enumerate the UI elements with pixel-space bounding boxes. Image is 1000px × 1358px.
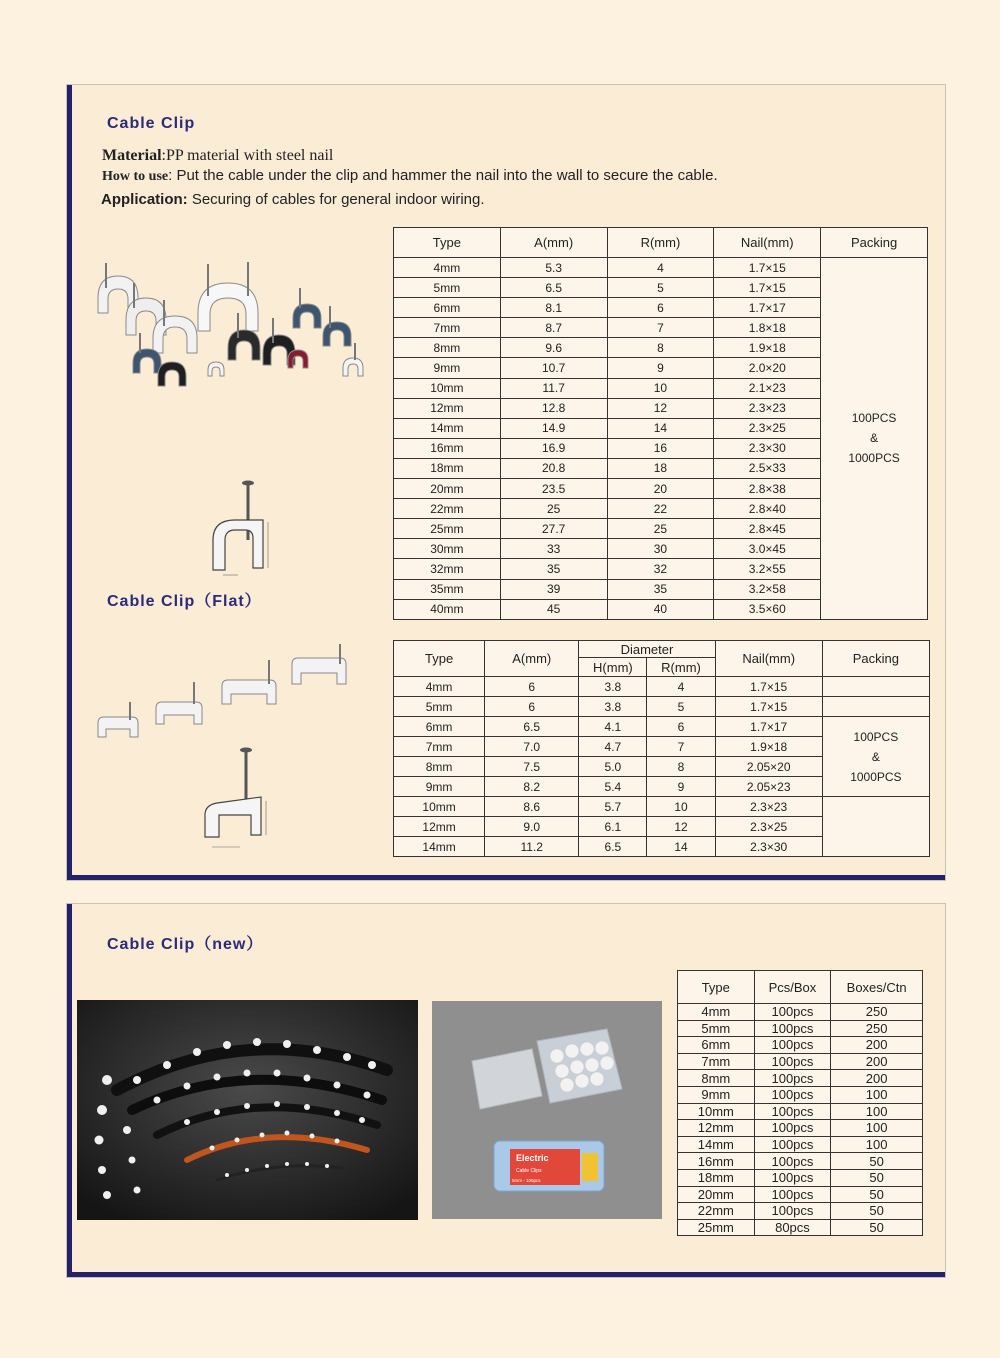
type-cell: 9mm [678, 1086, 755, 1103]
packing-line: 1000PCS [850, 769, 902, 784]
type-cell: 6mm [678, 1037, 755, 1054]
clips-on-cables-photo [77, 1000, 418, 1220]
nail-cell: 2.3×30 [714, 438, 821, 458]
boxes-ctn-cell: 100 [831, 1136, 923, 1153]
packing-cell-empty [822, 677, 929, 697]
type-cell: 4mm [678, 1004, 755, 1021]
header-a: A(mm) [485, 641, 579, 677]
round-cable-clips-photo [88, 258, 383, 403]
r-cell: 6 [647, 717, 715, 737]
table-row [678, 1037, 923, 1054]
r-cell: 4 [647, 677, 715, 697]
nail-cell: 3.0×45 [714, 539, 821, 559]
a-cell: 9.0 [485, 817, 579, 837]
r-cell: 14 [647, 837, 715, 857]
table-row [678, 1103, 923, 1120]
pcs-box-cell: 100pcs [754, 1169, 831, 1186]
a-cell: 10.7 [500, 358, 607, 378]
pcs-box-cell: 100pcs [754, 1136, 831, 1153]
a-cell: 39 [500, 579, 607, 599]
type-cell: 10mm [678, 1103, 755, 1120]
type-cell: 5mm [394, 278, 501, 298]
nail-cell: 2.3×30 [715, 837, 822, 857]
header-type: Type [678, 971, 755, 1004]
header-type: Type [394, 641, 485, 677]
a-cell: 27.7 [500, 519, 607, 539]
a-cell: 35 [500, 559, 607, 579]
panel-accent-left [67, 85, 72, 880]
a-cell: 14.9 [500, 418, 607, 438]
a-cell: 8.2 [485, 777, 579, 797]
cable-clip-flat-title: Cable Clip（Flat） [107, 593, 262, 610]
r-cell: 7 [647, 737, 715, 757]
type-cell: 4mm [394, 258, 501, 278]
h-cell: 3.8 [579, 677, 647, 697]
type-cell: 25mm [678, 1219, 755, 1236]
h-cell: 5.7 [579, 797, 647, 817]
type-cell: 8mm [394, 757, 485, 777]
nail-cell: 2.3×23 [714, 398, 821, 418]
nail-cell: 1.7×15 [715, 677, 822, 697]
nail-cell: 1.7×17 [714, 298, 821, 318]
a-cell: 11.7 [500, 378, 607, 398]
header-h: H(mm) [579, 658, 647, 677]
flat-clip-diagram [200, 745, 272, 853]
nail-cell: 2.8×38 [714, 479, 821, 499]
nail-cell: 2.8×45 [714, 519, 821, 539]
type-cell: 6mm [394, 717, 485, 737]
type-cell: 32mm [394, 559, 501, 579]
boxes-ctn-cell: 200 [831, 1037, 923, 1054]
r-cell: 40 [607, 599, 714, 619]
boxes-ctn-cell: 50 [831, 1153, 923, 1170]
table-row [678, 1219, 923, 1236]
pcs-box-cell: 100pcs [754, 1004, 831, 1021]
type-cell: 22mm [394, 499, 501, 519]
type-cell: 7mm [394, 318, 501, 338]
table-row [678, 1203, 923, 1220]
header-packing: Packing [822, 641, 929, 677]
boxes-ctn-cell: 100 [831, 1120, 923, 1137]
boxes-ctn-cell: 250 [831, 1004, 923, 1021]
application-label: Application: [101, 191, 188, 208]
type-cell: 5mm [394, 697, 485, 717]
material-text: :PP material with steel nail [161, 147, 334, 164]
r-cell: 10 [607, 378, 714, 398]
h-cell: 6.1 [579, 817, 647, 837]
panel-accent-left [67, 904, 72, 1277]
type-cell: 10mm [394, 797, 485, 817]
nail-cell: 1.7×17 [715, 717, 822, 737]
boxes-ctn-cell: 200 [831, 1053, 923, 1070]
table-row [678, 1053, 923, 1070]
boxes-ctn-cell: 50 [831, 1219, 923, 1236]
table-row [678, 1086, 923, 1103]
header-boxes-ctn: Boxes/Ctn [831, 971, 923, 1004]
nail-cell: 3.5×60 [714, 599, 821, 619]
nail-cell: 3.2×55 [714, 559, 821, 579]
boxes-ctn-cell: 50 [831, 1203, 923, 1220]
cable-clip-new-title: Cable Clip（new） [107, 936, 264, 953]
material-label: Material [102, 147, 162, 164]
packing-cell [822, 717, 929, 797]
boxes-ctn-cell: 50 [831, 1186, 923, 1203]
r-cell: 5 [607, 278, 714, 298]
a-cell: 6 [485, 697, 579, 717]
nail-cell: 3.2×58 [714, 579, 821, 599]
r-cell: 12 [607, 398, 714, 418]
pcs-box-cell: 80pcs [754, 1219, 831, 1236]
type-cell: 30mm [394, 539, 501, 559]
nail-cell: 2.05×20 [715, 757, 822, 777]
packing-line: 1000PCS [848, 451, 900, 466]
r-cell: 32 [607, 559, 714, 579]
pcs-box-cell: 100pcs [754, 1053, 831, 1070]
type-cell: 14mm [678, 1136, 755, 1153]
a-cell: 33 [500, 539, 607, 559]
type-cell: 7mm [678, 1053, 755, 1070]
h-cell: 5.4 [579, 777, 647, 797]
type-cell: 4mm [394, 677, 485, 697]
type-cell: 16mm [678, 1153, 755, 1170]
type-cell: 20mm [394, 479, 501, 499]
packing-cell [821, 258, 928, 620]
nail-cell: 2.3×25 [714, 418, 821, 438]
pcs-box-cell: 100pcs [754, 1020, 831, 1037]
packing-line: 100PCS [853, 729, 899, 744]
table-row [678, 1186, 923, 1203]
clip-box-photo [432, 1001, 662, 1219]
pcs-box-cell: 100pcs [754, 1086, 831, 1103]
packing-line: & [871, 749, 880, 764]
r-cell: 5 [647, 697, 715, 717]
r-cell: 18 [607, 458, 714, 478]
header-a: A(mm) [500, 228, 607, 258]
a-cell: 7.5 [485, 757, 579, 777]
panel-accent-bottom [67, 875, 945, 880]
h-cell: 4.1 [579, 717, 647, 737]
type-cell: 20mm [678, 1186, 755, 1203]
boxes-ctn-cell: 250 [831, 1020, 923, 1037]
table-row [678, 1004, 923, 1021]
box-label-size: 5mm - 100pcs [512, 1178, 541, 1183]
boxes-ctn-cell: 100 [831, 1103, 923, 1120]
r-cell: 12 [647, 817, 715, 837]
a-cell: 8.1 [500, 298, 607, 318]
r-cell: 4 [607, 258, 714, 278]
nail-cell: 2.5×33 [714, 458, 821, 478]
type-cell: 18mm [394, 458, 501, 478]
a-cell: 23.5 [500, 479, 607, 499]
a-cell: 16.9 [500, 438, 607, 458]
nail-cell: 1.7×15 [714, 258, 821, 278]
nail-cell: 2.1×23 [714, 378, 821, 398]
type-cell: 22mm [678, 1203, 755, 1220]
table-row [394, 717, 930, 737]
r-cell: 9 [647, 777, 715, 797]
r-cell: 20 [607, 479, 714, 499]
nail-cell: 1.8×18 [714, 318, 821, 338]
flat-clip-spec-table [393, 640, 930, 857]
a-cell: 11.2 [485, 837, 579, 857]
nail-cell: 1.7×15 [715, 697, 822, 717]
type-cell: 35mm [394, 579, 501, 599]
a-cell: 25 [500, 499, 607, 519]
flat-cable-clips-photo [94, 642, 354, 757]
nail-cell: 1.9×18 [715, 737, 822, 757]
pcs-box-cell: 100pcs [754, 1153, 831, 1170]
header-nail: Nail(mm) [715, 641, 822, 677]
r-cell: 10 [647, 797, 715, 817]
packing-cell-empty [822, 697, 929, 717]
type-cell: 7mm [394, 737, 485, 757]
r-cell: 8 [607, 338, 714, 358]
table-row [394, 258, 928, 278]
h-cell: 4.7 [579, 737, 647, 757]
a-cell: 8.7 [500, 318, 607, 338]
table-row [394, 797, 930, 817]
a-cell: 9.6 [500, 338, 607, 358]
type-cell: 5mm [678, 1020, 755, 1037]
r-cell: 8 [647, 757, 715, 777]
a-cell: 7.0 [485, 737, 579, 757]
boxes-ctn-cell: 100 [831, 1086, 923, 1103]
nail-cell: 2.0×20 [714, 358, 821, 378]
table-row [678, 1169, 923, 1186]
h-cell: 6.5 [579, 837, 647, 857]
pcs-box-cell: 100pcs [754, 1070, 831, 1087]
boxes-ctn-cell: 50 [831, 1169, 923, 1186]
packing-line: & [870, 431, 879, 446]
howto-text: : Put the cable under the clip and hammer the nail into the wall to secure the cable. [168, 167, 718, 184]
howto-label: How to use [102, 169, 169, 184]
packing-cell-empty [822, 797, 929, 857]
pcs-box-cell: 100pcs [754, 1186, 831, 1203]
type-cell: 8mm [678, 1070, 755, 1087]
type-cell: 25mm [394, 519, 501, 539]
a-cell: 8.6 [485, 797, 579, 817]
table-row [394, 697, 930, 717]
nail-cell: 1.9×18 [714, 338, 821, 358]
type-cell: 14mm [394, 418, 501, 438]
nail-cell: 2.3×23 [715, 797, 822, 817]
a-cell: 6.5 [500, 278, 607, 298]
a-cell: 5.3 [500, 258, 607, 278]
pcs-box-cell: 100pcs [754, 1120, 831, 1137]
header-pcs-box: Pcs/Box [754, 971, 831, 1004]
table-row [678, 1153, 923, 1170]
type-cell: 12mm [394, 398, 501, 418]
application-line [101, 191, 485, 208]
cable-clip-spec-table [393, 227, 928, 620]
nail-cell: 2.05×23 [715, 777, 822, 797]
nail-cell: 2.3×25 [715, 817, 822, 837]
boxes-ctn-cell: 200 [831, 1070, 923, 1087]
h-cell: 3.8 [579, 697, 647, 717]
application-text: Securing of cables for general indoor wiring. [187, 191, 485, 208]
r-cell: 22 [607, 499, 714, 519]
pcs-box-cell: 100pcs [754, 1203, 831, 1220]
type-cell: 9mm [394, 358, 501, 378]
nail-cell: 2.8×40 [714, 499, 821, 519]
table-row [678, 1020, 923, 1037]
round-clip-diagram [208, 478, 278, 580]
table-row [394, 677, 930, 697]
pcs-box-cell: 100pcs [754, 1103, 831, 1120]
type-cell: 14mm [394, 837, 485, 857]
r-cell: 9 [607, 358, 714, 378]
howto-line [102, 167, 718, 185]
cable-clip-new-table [677, 970, 923, 1236]
table-row [678, 1136, 923, 1153]
type-cell: 12mm [394, 817, 485, 837]
table-row [678, 1070, 923, 1087]
packing-line: 100PCS [851, 411, 897, 426]
r-cell: 14 [607, 418, 714, 438]
h-cell: 5.0 [579, 757, 647, 777]
header-nail: Nail(mm) [714, 228, 821, 258]
a-cell: 12.8 [500, 398, 607, 418]
a-cell: 20.8 [500, 458, 607, 478]
table-row [678, 1120, 923, 1137]
header-r: R(mm) [607, 228, 714, 258]
header-diameter: Diameter [579, 641, 715, 658]
type-cell: 9mm [394, 777, 485, 797]
r-cell: 25 [607, 519, 714, 539]
header-packing: Packing [821, 228, 928, 258]
type-cell: 10mm [394, 378, 501, 398]
a-cell: 6 [485, 677, 579, 697]
panel-accent-bottom [67, 1272, 945, 1277]
type-cell: 40mm [394, 599, 501, 619]
box-label-electric: Electric [516, 1153, 549, 1163]
r-cell: 35 [607, 579, 714, 599]
r-cell: 7 [607, 318, 714, 338]
r-cell: 6 [607, 298, 714, 318]
type-cell: 18mm [678, 1169, 755, 1186]
type-cell: 8mm [394, 338, 501, 358]
header-type: Type [394, 228, 501, 258]
a-cell: 6.5 [485, 717, 579, 737]
nail-cell: 1.7×15 [714, 278, 821, 298]
r-cell: 30 [607, 539, 714, 559]
box-label-cable-clips: Cable Clips [516, 1168, 542, 1174]
type-cell: 12mm [678, 1120, 755, 1137]
type-cell: 16mm [394, 438, 501, 458]
cable-clip-title: Cable Clip [107, 115, 196, 132]
material-line [102, 147, 333, 165]
r-cell: 16 [607, 438, 714, 458]
header-r: R(mm) [647, 658, 715, 677]
type-cell: 6mm [394, 298, 501, 318]
pcs-box-cell: 100pcs [754, 1037, 831, 1054]
a-cell: 45 [500, 599, 607, 619]
